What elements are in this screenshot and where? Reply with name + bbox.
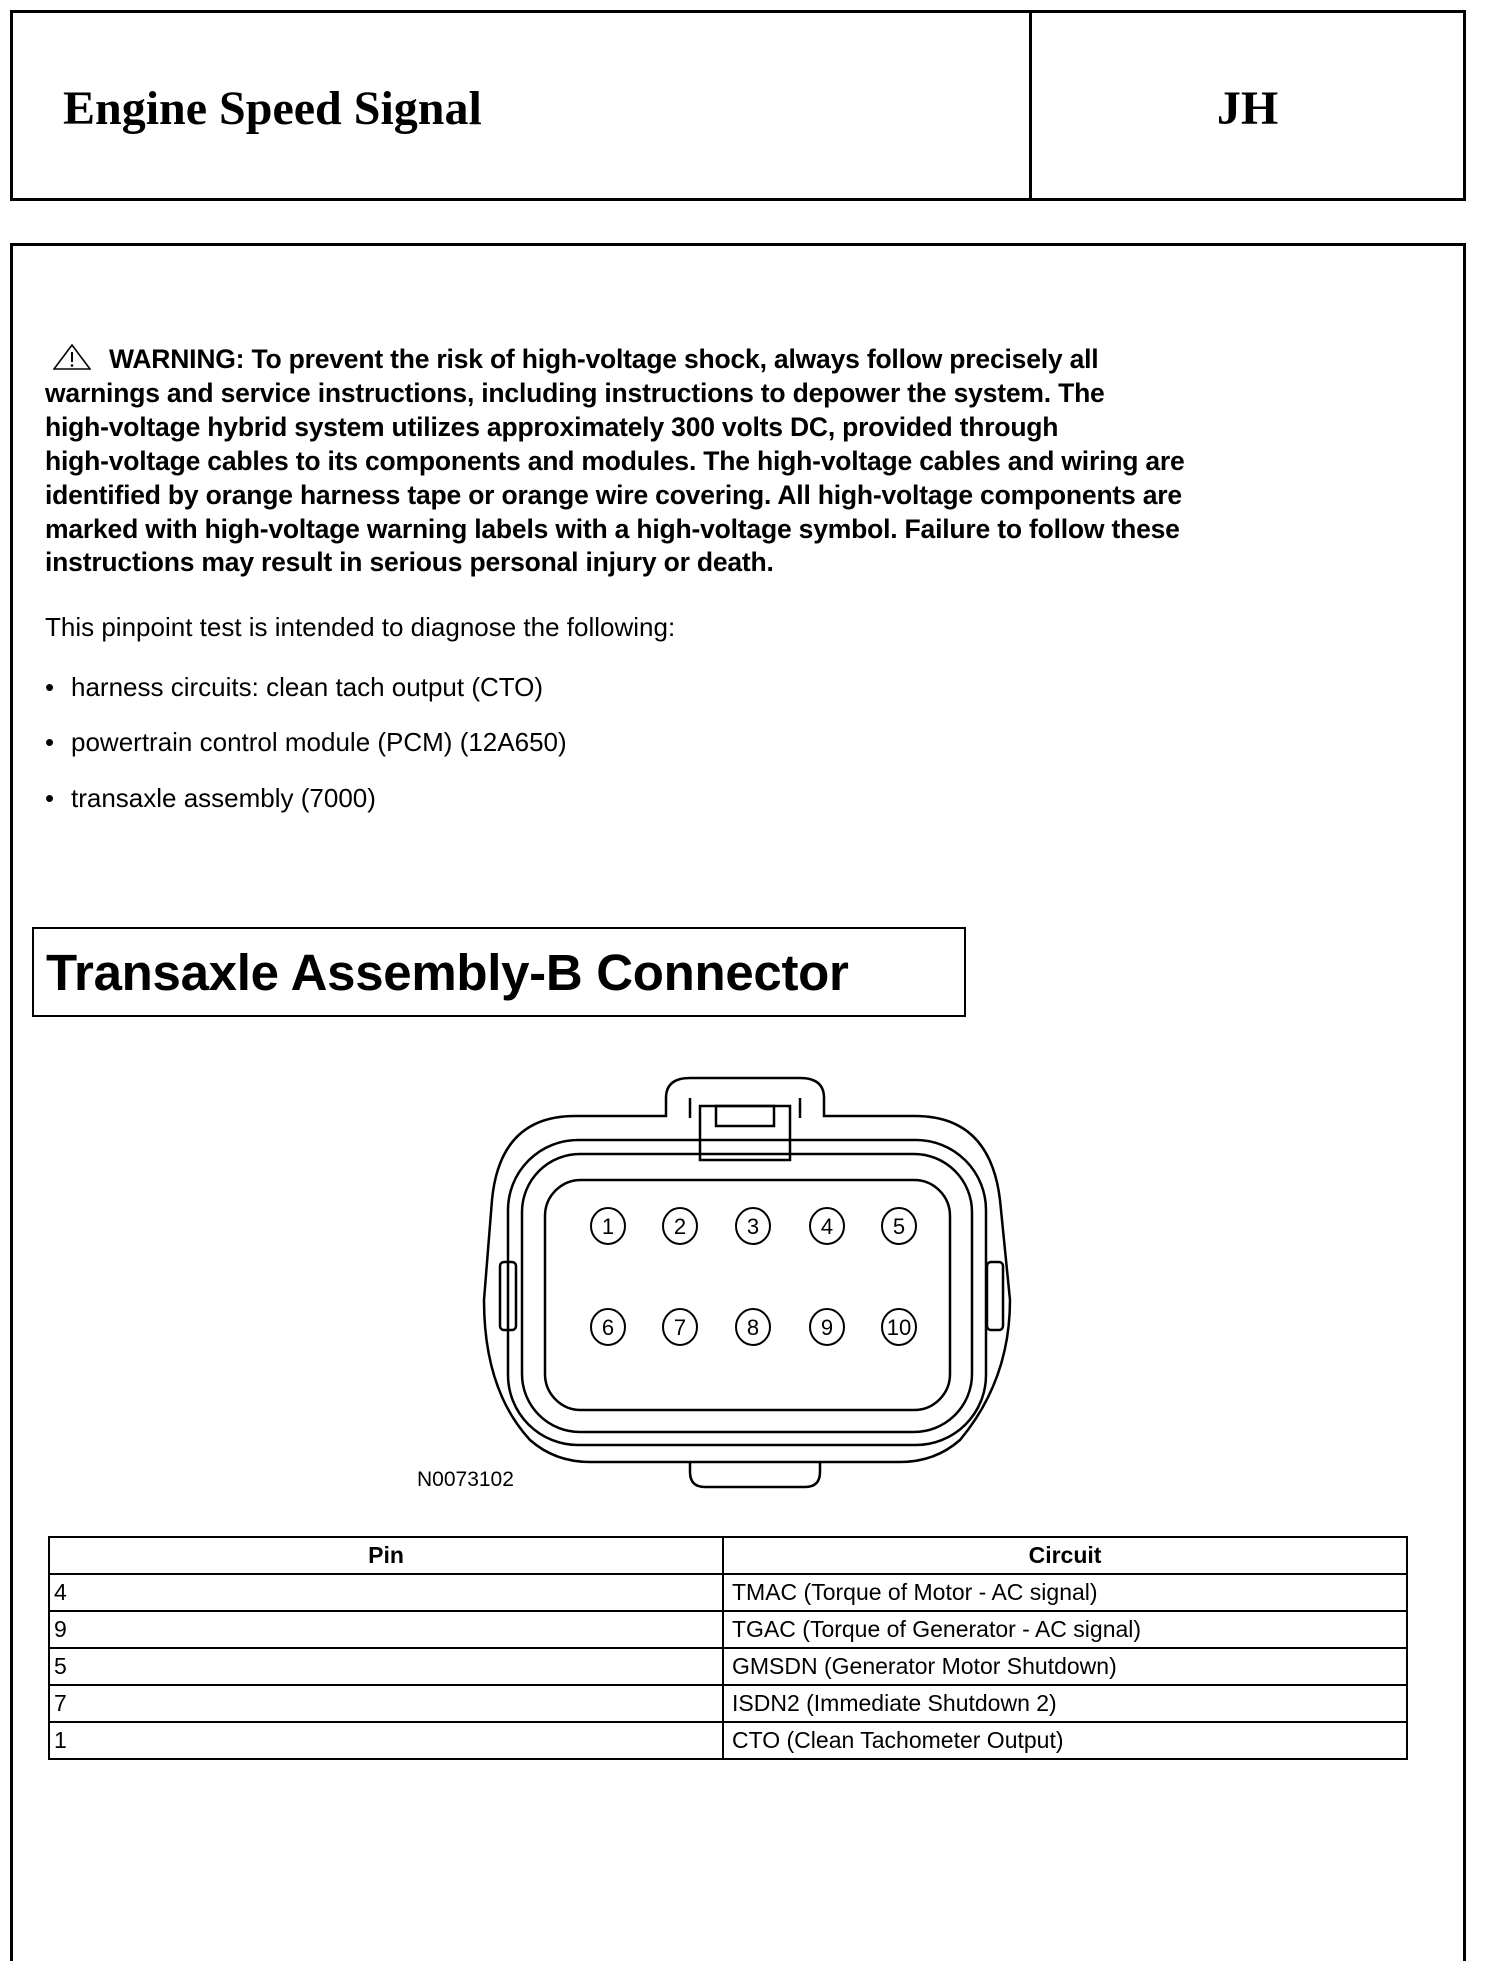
bullet-item: • harness circuits: clean tach output (CTO) (45, 672, 544, 702)
warning-line: high-voltage cables to its components and modules. The high-voltage cables and wiring are (45, 445, 1185, 476)
pin-label: 9 (820, 1315, 834, 1340)
pin-cell: 5 (49, 1648, 723, 1685)
pin-label: 1 (601, 1214, 615, 1239)
bullet-item: • powertrain control module (PCM) (12A650) (45, 727, 567, 757)
figure-id: N0073102 (417, 1468, 514, 1491)
test-code: JH (1216, 82, 1279, 135)
pin-label: 7 (673, 1315, 687, 1340)
table-row (49, 1574, 1407, 1611)
bottom-tab (690, 1462, 820, 1487)
circuit-cell: GMSDN (Generator Motor Shutdown) (723, 1648, 1407, 1685)
circuit-cell: ISDN2 (Immediate Shutdown 2) (723, 1685, 1407, 1722)
pin-cell: 4 (49, 1574, 723, 1611)
warning-line: marked with high-voltage warning labels with a high-voltage symbol. Failure to follow these (45, 513, 1180, 544)
table-row (49, 1611, 1407, 1648)
pin-label: 8 (746, 1315, 760, 1340)
pin-label: 10 (886, 1315, 912, 1340)
pin-label: 5 (892, 1214, 906, 1239)
circuit-cell: TGAC (Torque of Generator - AC signal) (723, 1611, 1407, 1648)
table-row (49, 1685, 1407, 1722)
pin-cell: 1 (49, 1722, 723, 1759)
column-header: Pin (49, 1537, 723, 1574)
table-row (49, 1722, 1407, 1759)
pin-label: 6 (601, 1315, 615, 1340)
pin-label: 4 (820, 1214, 834, 1239)
pin-label: 2 (673, 1214, 687, 1239)
circuit-cell: TMAC (Torque of Motor - AC signal) (723, 1574, 1407, 1611)
pin-cell: 9 (49, 1611, 723, 1648)
intro-text: This pinpoint test is intended to diagnose the following: (45, 612, 676, 642)
table-row (49, 1648, 1407, 1685)
warning-line: identified by orange harness tape or orange wire covering. All high-voltage components are (45, 479, 1182, 510)
circuit-cell: CTO (Clean Tachometer Output) (723, 1722, 1407, 1759)
pin-circuit-table (48, 1536, 1408, 1760)
warning-line: instructions may result in serious personal injury or death. (45, 547, 774, 578)
warning-line: WARNING: To prevent the risk of high-voltage shock, always follow precisely all (109, 344, 1099, 374)
table-header-row (49, 1537, 1407, 1574)
pin-cell: 7 (49, 1685, 723, 1722)
bullet-item: • transaxle assembly (7000) (45, 783, 376, 813)
connector-title: Transaxle Assembly-B Connector (32, 927, 966, 1017)
column-header: Circuit (723, 1537, 1407, 1574)
warning-line: high-voltage hybrid system utilizes approximately 300 volts DC, provided through (45, 411, 1059, 442)
pin-label: 3 (746, 1214, 760, 1239)
page-title: Engine Speed Signal (63, 82, 482, 135)
warning-line: warnings and service instructions, including instructions to depower the system. The (45, 377, 1105, 408)
